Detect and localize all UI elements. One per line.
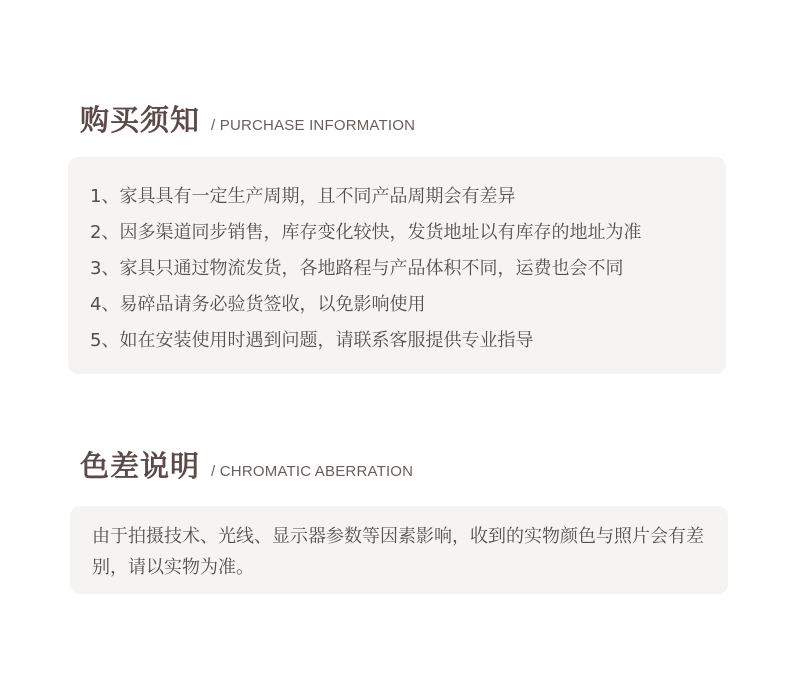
chromatic-aberration-title: 色差说明 (80, 449, 201, 483)
purchase-info-item-5: 5、如在安装使用时遇到问题，请联系客服提供专业指导 (90, 330, 534, 351)
purchase-info-item-4: 4、易碎品请务必验货签收，以免影响使用 (90, 294, 426, 315)
purchase-info-heading (80, 103, 416, 137)
chromatic-aberration-box (70, 506, 728, 594)
purchase-info-item-2: 2、因多渠道同步销售，库存变化较快，发货地址以有库存的地址为准 (90, 222, 642, 243)
purchase-info-item-1: 1、家具具有一定生产周期，且不同产品周期会有差异 (90, 186, 516, 207)
purchase-info-box (68, 157, 726, 374)
chromatic-aberration-text: 由于拍摄技术、光线、显示器参数等因素影响，收到的实物颜色与照片会有差别，请以实物为准。 (92, 526, 704, 578)
chromatic-aberration-heading (80, 449, 414, 483)
chromatic-aberration-subtitle: / CHROMATIC ABERRATION (211, 463, 414, 480)
purchase-info-title: 购买须知 (80, 103, 201, 137)
purchase-info-item-3: 3、家具只通过物流发货，各地路程与产品体积不同，运费也会不同 (90, 258, 624, 279)
purchase-info-list (90, 179, 726, 359)
purchase-info-subtitle: / PURCHASE INFORMATION (211, 117, 416, 134)
